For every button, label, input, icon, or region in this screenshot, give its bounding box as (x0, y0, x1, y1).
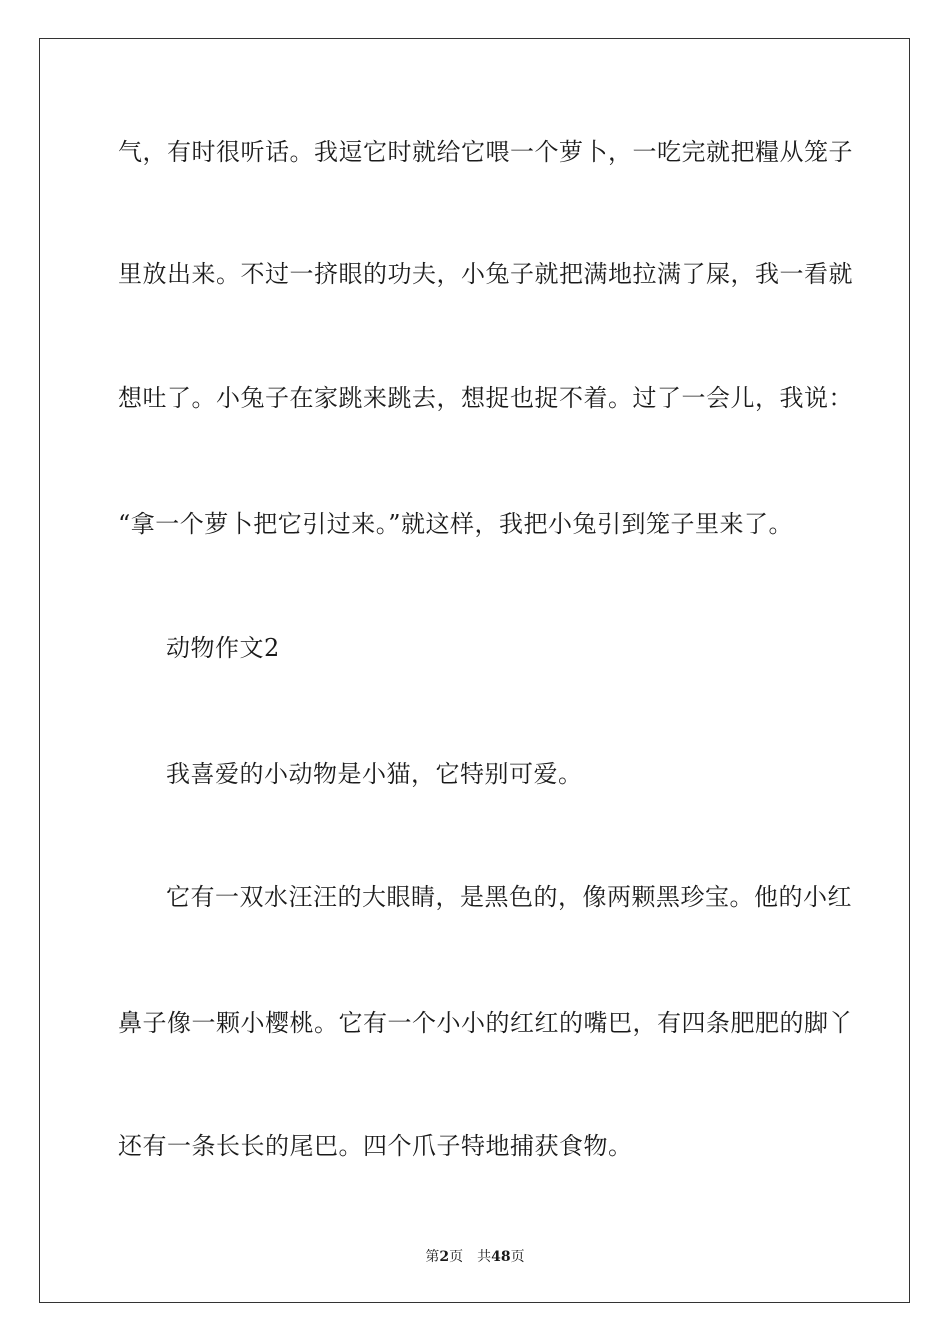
section-title: 动物作文2 (166, 634, 280, 662)
page-number: 2 (439, 1249, 450, 1265)
page-prefix: 第 (425, 1249, 440, 1265)
intro-line: 我喜爱的小动物是小猫，它特别可爱。 (166, 760, 583, 788)
page-suffix: 页 (449, 1249, 464, 1265)
description-line-2: 鼻子像一颗小樱桃。它有一个小小的红红的嘴巴，有四条肥肥的脚丫 (118, 1009, 853, 1037)
total-prefix: 共 (477, 1249, 492, 1265)
paragraph-line-2: 里放出来。不过一挤眼的功夫，小兔子就把满地拉满了屎，我一看就 (118, 260, 853, 288)
page-frame (39, 38, 910, 1303)
paragraph-line-1: 气，有时很听话。我逗它时就给它喂一个萝卜，一吃完就把糧从笼子 (118, 138, 853, 166)
paragraph-line-3: 想吐了。小兔子在家跳来跳去，想捉也捉不着。过了一会儿，我说： (118, 384, 853, 412)
description-line-3: 还有一条长长的尾巴。四个爪子特地捕获食物。 (118, 1132, 633, 1160)
total-pages: 48 (491, 1249, 511, 1265)
total-suffix: 页 (510, 1249, 525, 1265)
page-footer (0, 1248, 950, 1266)
paragraph-line-4: “拿一个萝卜把它引过来。”就这样，我把小兔引到笼子里来了。 (118, 510, 794, 538)
description-line-1: 它有一双水汪汪的大眼睛，是黑色的，像两颗黑珍宝。他的小红 (166, 883, 852, 911)
